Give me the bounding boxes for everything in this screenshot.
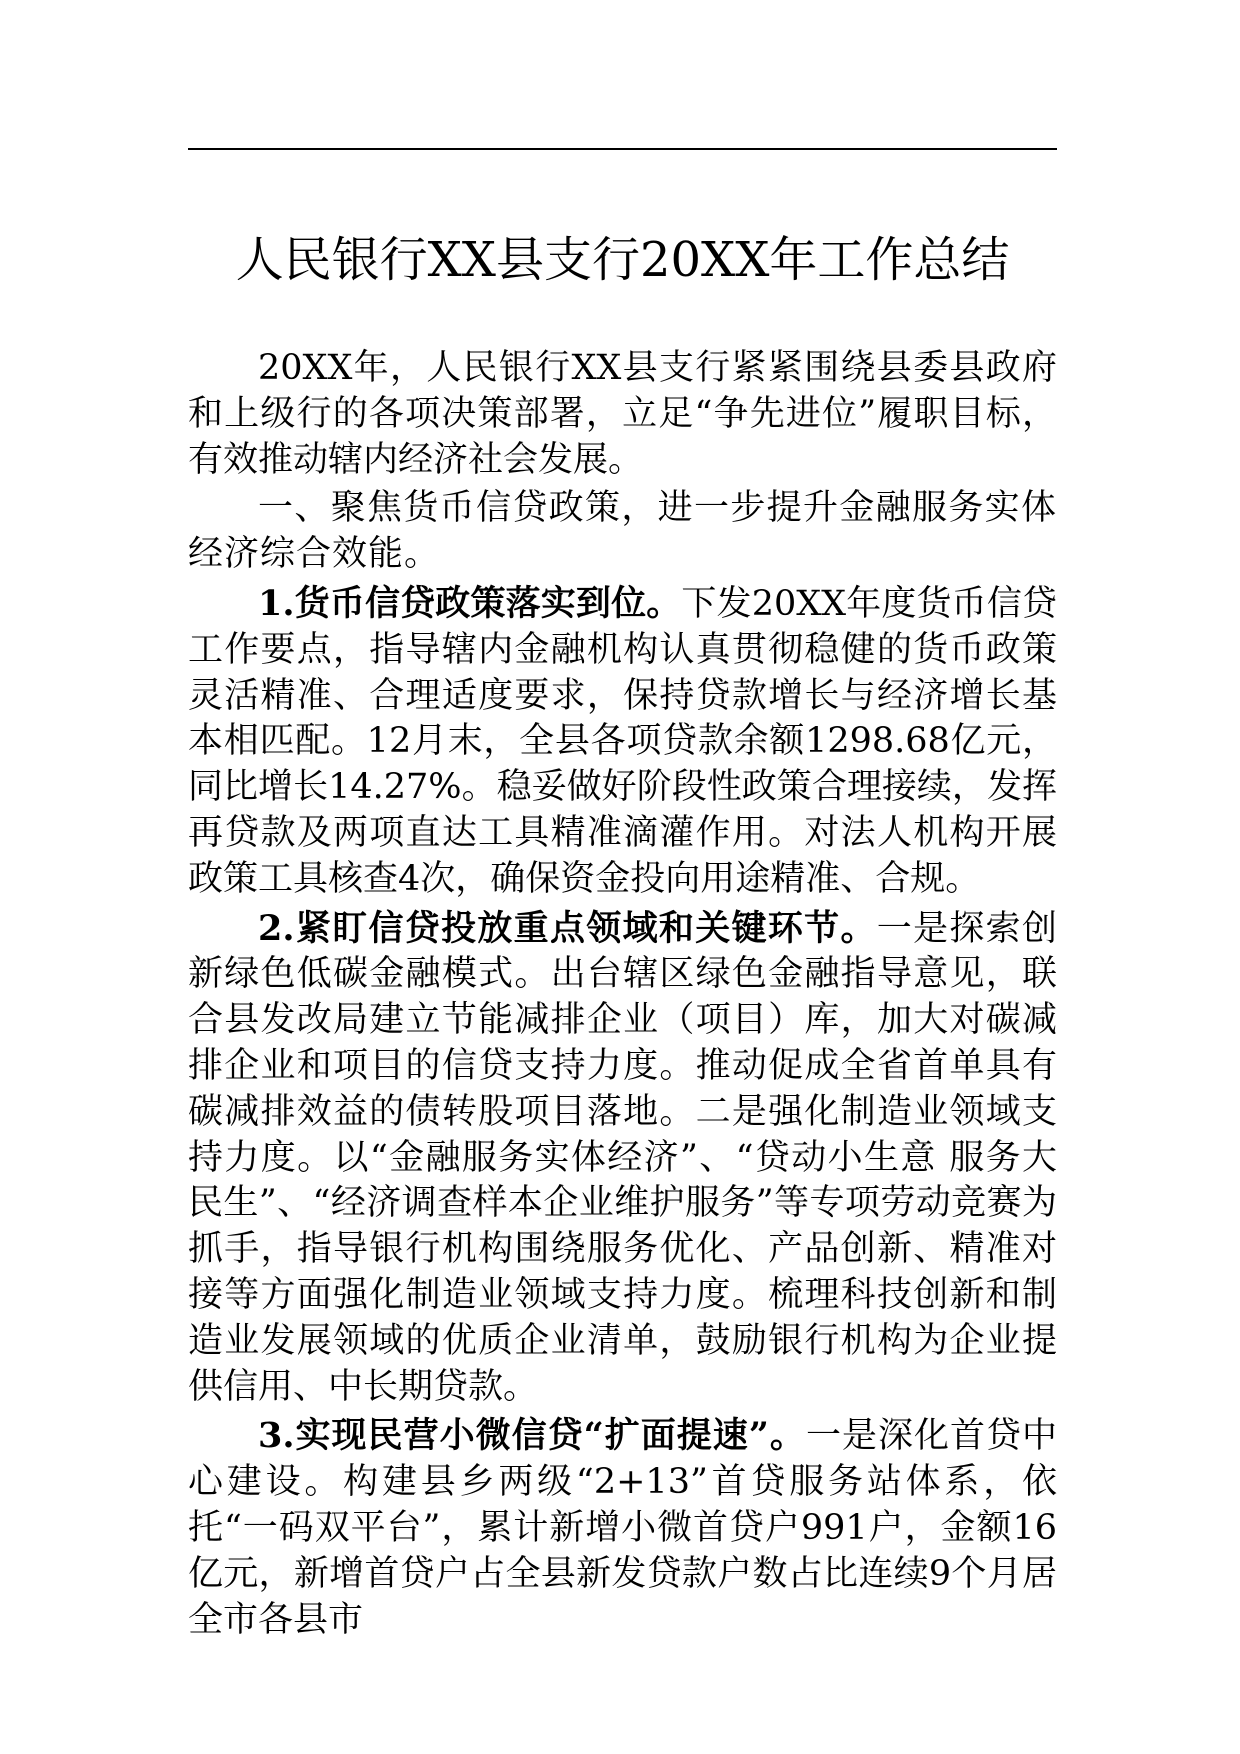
subsection-1-text: 下发20XX年度货币信贷工作要点，指导辖内金融机构认真贯彻稳健的货币政策灵活精准、合理适度要求，保持贷款增长与经济增长基本相匹配。12月末，全县各项贷款余额1298.68亿元，同比增长14.27%。稳妥做好阶段性政策合理接续，发挥再贷款及两项直达工具精准滴灌作用。对法人机构开展政策工具核查4次，确保资金投向用途精准、合规。 [188,583,1057,899]
subsection-2-paragraph [188,906,1057,1411]
subsection-1-paragraph [188,581,1057,903]
subsection-1-lead: 1.货币信贷政策落实到位。 [258,582,682,624]
header-rule [188,148,1057,150]
subsection-2-lead: 2.紧盯信贷投放重点领域和关键环节。 [258,907,877,949]
subsection-3-lead: 3.实现民营小微信贷“扩面提速”。 [258,1415,806,1457]
paragraph-text: 20XX年，人民银行XX县支行紧紧围绕县委县政府和上级行的各项决策部署，立足“争先进位”履职目标，有效推动辖内经济社会发展。 [188,348,1057,480]
document-body [188,346,1057,1646]
section-heading-1 [188,486,1057,578]
subsection-3-paragraph [188,1413,1057,1643]
subsection-3-text: 一是深化首贷中心建设。构建县乡两级“2+13”首贷服务站体系，依托“一码双平台”，累计新增小微首贷户991户，金额16亿元，新增首贷户占全县新发贷款户数占比连续9个月居全市各县市 [188,1416,1057,1640]
section-heading-text: 一、聚焦货币信贷政策，进一步提升金融服务实体经济综合效能。 [188,488,1057,575]
subsection-2-text: 一是探索创新绿色低碳金融模式。出台辖区绿色金融指导意见，联合县发改局建立节能减排企业（项目）库，加大对碳减排企业和项目的信贷支持力度。推动促成全省首单具有碳减排效益的债转股项目落地。二是强化制造业领域支持力度。以“金融服务实体经济”、“贷动小生意 服务大民生”、“经济调查样本企业维护服务”等专项劳动竞赛为抓手，指导银行机构围绕服务优化、产品创新、精准对接等方面强化制造业领域支持力度。梳理科技创新和制造业发展领域的优质企业清单，鼓励银行机构为企业提供信用、中长期贷款。 [188,908,1057,1407]
intro-paragraph [188,346,1057,483]
document-title: 人民银行XX县支行20XX年工作总结 [235,232,1010,288]
